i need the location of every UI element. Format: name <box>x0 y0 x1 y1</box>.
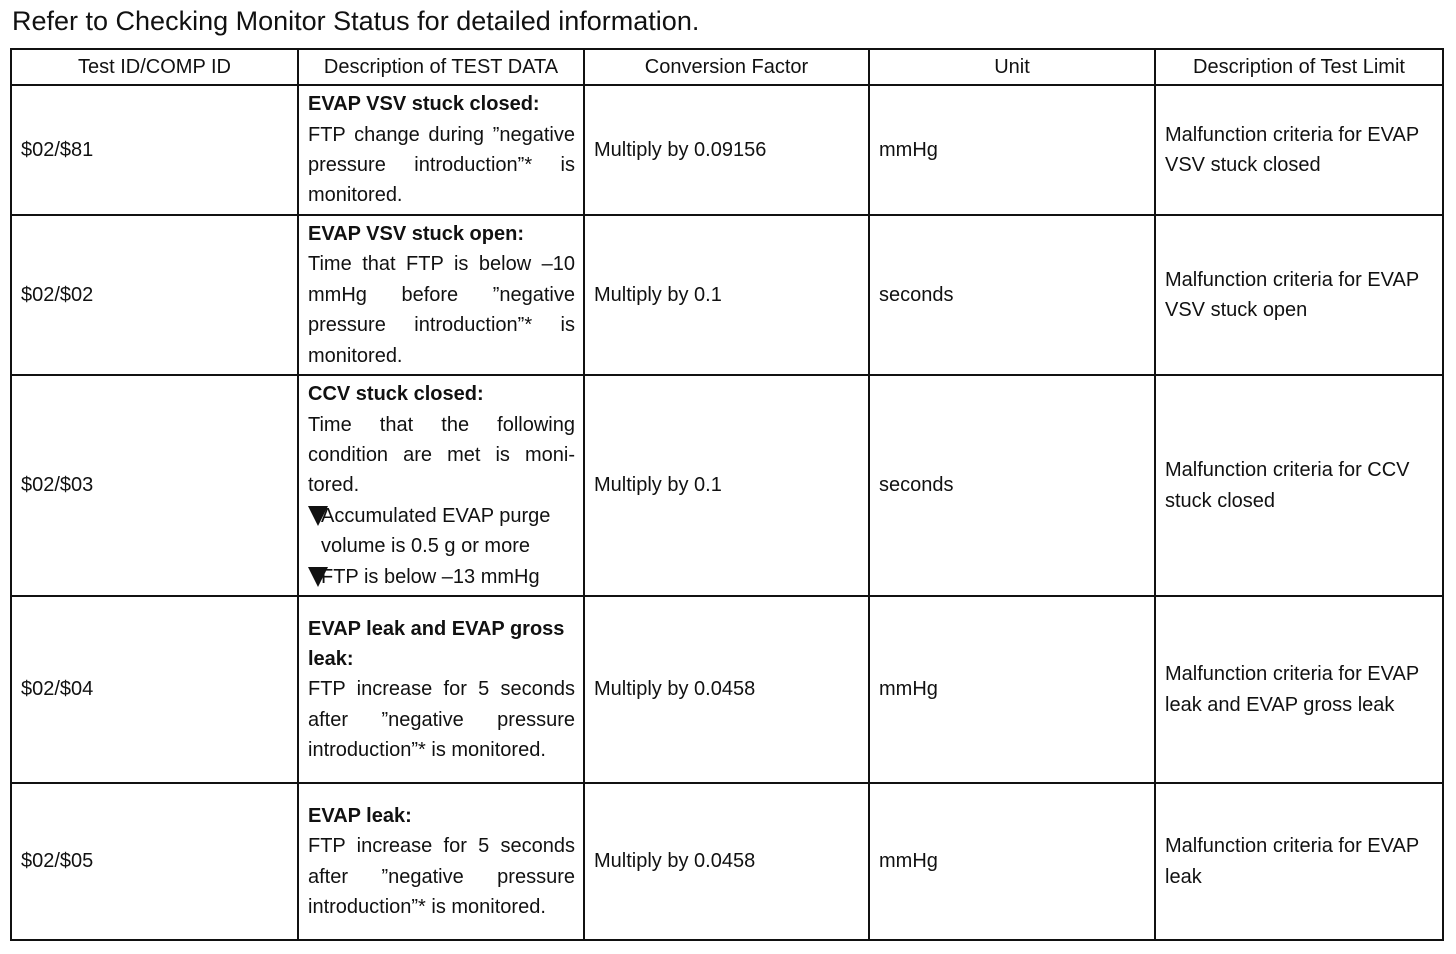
description-title: CCV stuck closed: <box>308 383 484 406</box>
test-limit-cell: Malfunction criteria for CCV stuck closed <box>1155 375 1443 596</box>
description-text: Time that FTP is below –10 mmHg before ”negative pressure introduction”* is monitored. <box>308 253 575 367</box>
description-title: EVAP leak and EVAP gross leak: <box>308 617 565 670</box>
condition-text: Accumulated EVAP purge volume is 0.5 g or more <box>321 504 551 558</box>
description-title: EVAP VSV stuck closed: <box>308 93 540 116</box>
description-text: FTP change during ”negative pressure introduction”* is monitored. <box>308 123 575 207</box>
table-row <box>11 215 1443 375</box>
table-row <box>11 783 1443 940</box>
test-id-cell: $02/$03 <box>11 375 298 596</box>
table-row <box>11 596 1443 783</box>
conversion-factor-cell: Multiply by 0.1 <box>584 215 869 375</box>
description-cell <box>298 215 584 375</box>
test-id-cell: $02/$02 <box>11 215 298 375</box>
triangle-down-icon <box>308 506 328 526</box>
description-cell <box>298 596 584 783</box>
test-limit-cell: Malfunction criteria for EVAP leak <box>1155 783 1443 940</box>
table-body <box>11 85 1443 940</box>
description-cell <box>298 783 584 940</box>
header-test-id: Test ID/COMP ID <box>11 49 298 85</box>
description-text: Time that the following condition are met is monitored. <box>308 413 575 497</box>
test-limit-cell: Malfunction criteria for EVAP leak and EVAP gross leak <box>1155 596 1443 783</box>
table-row <box>11 85 1443 215</box>
description-cell <box>298 85 584 215</box>
reference-note: Refer to Checking Monitor Status for detailed information. <box>12 6 700 36</box>
table-row <box>11 375 1443 596</box>
test-id-cell: $02/$04 <box>11 596 298 783</box>
description-title: EVAP leak: <box>308 804 412 827</box>
monitor-result-table <box>10 48 1444 941</box>
condition-item <box>308 562 575 592</box>
header-conversion-factor: Conversion Factor <box>584 49 869 85</box>
conversion-factor-cell: Multiply by 0.09156 <box>584 85 869 215</box>
header-description: Description of TEST DATA <box>298 49 584 85</box>
condition-text: FTP is below –13 mmHg <box>321 565 540 588</box>
test-limit-cell: Malfunction criteria for EVAP VSV stuck closed <box>1155 85 1443 215</box>
unit-cell: mmHg <box>869 783 1155 940</box>
description-cell <box>298 375 584 596</box>
unit-cell: seconds <box>869 215 1155 375</box>
unit-cell: mmHg <box>869 596 1155 783</box>
test-limit-cell: Malfunction criteria for EVAP VSV stuck open <box>1155 215 1443 375</box>
description-text: FTP increase for 5 seconds after ”negative pressure introduction”* is monitored. <box>308 835 575 918</box>
test-id-cell: $02/$05 <box>11 783 298 940</box>
header-unit: Unit <box>869 49 1155 85</box>
description-text: FTP increase for 5 seconds after ”negative pressure introduction”* is monitored. <box>308 678 575 762</box>
test-id-cell: $02/$81 <box>11 85 298 215</box>
triangle-down-icon <box>308 567 328 587</box>
header-test-limit: Description of Test Limit <box>1155 49 1443 85</box>
conversion-factor-cell: Multiply by 0.1 <box>584 375 869 596</box>
unit-cell: seconds <box>869 375 1155 596</box>
condition-item <box>308 501 575 562</box>
unit-cell: mmHg <box>869 85 1155 215</box>
description-title: EVAP VSV stuck open: <box>308 223 524 245</box>
conversion-factor-cell: Multiply by 0.0458 <box>584 596 869 783</box>
conversion-factor-cell: Multiply by 0.0458 <box>584 783 869 940</box>
condition-list <box>308 501 575 592</box>
table-header-row <box>11 49 1443 85</box>
